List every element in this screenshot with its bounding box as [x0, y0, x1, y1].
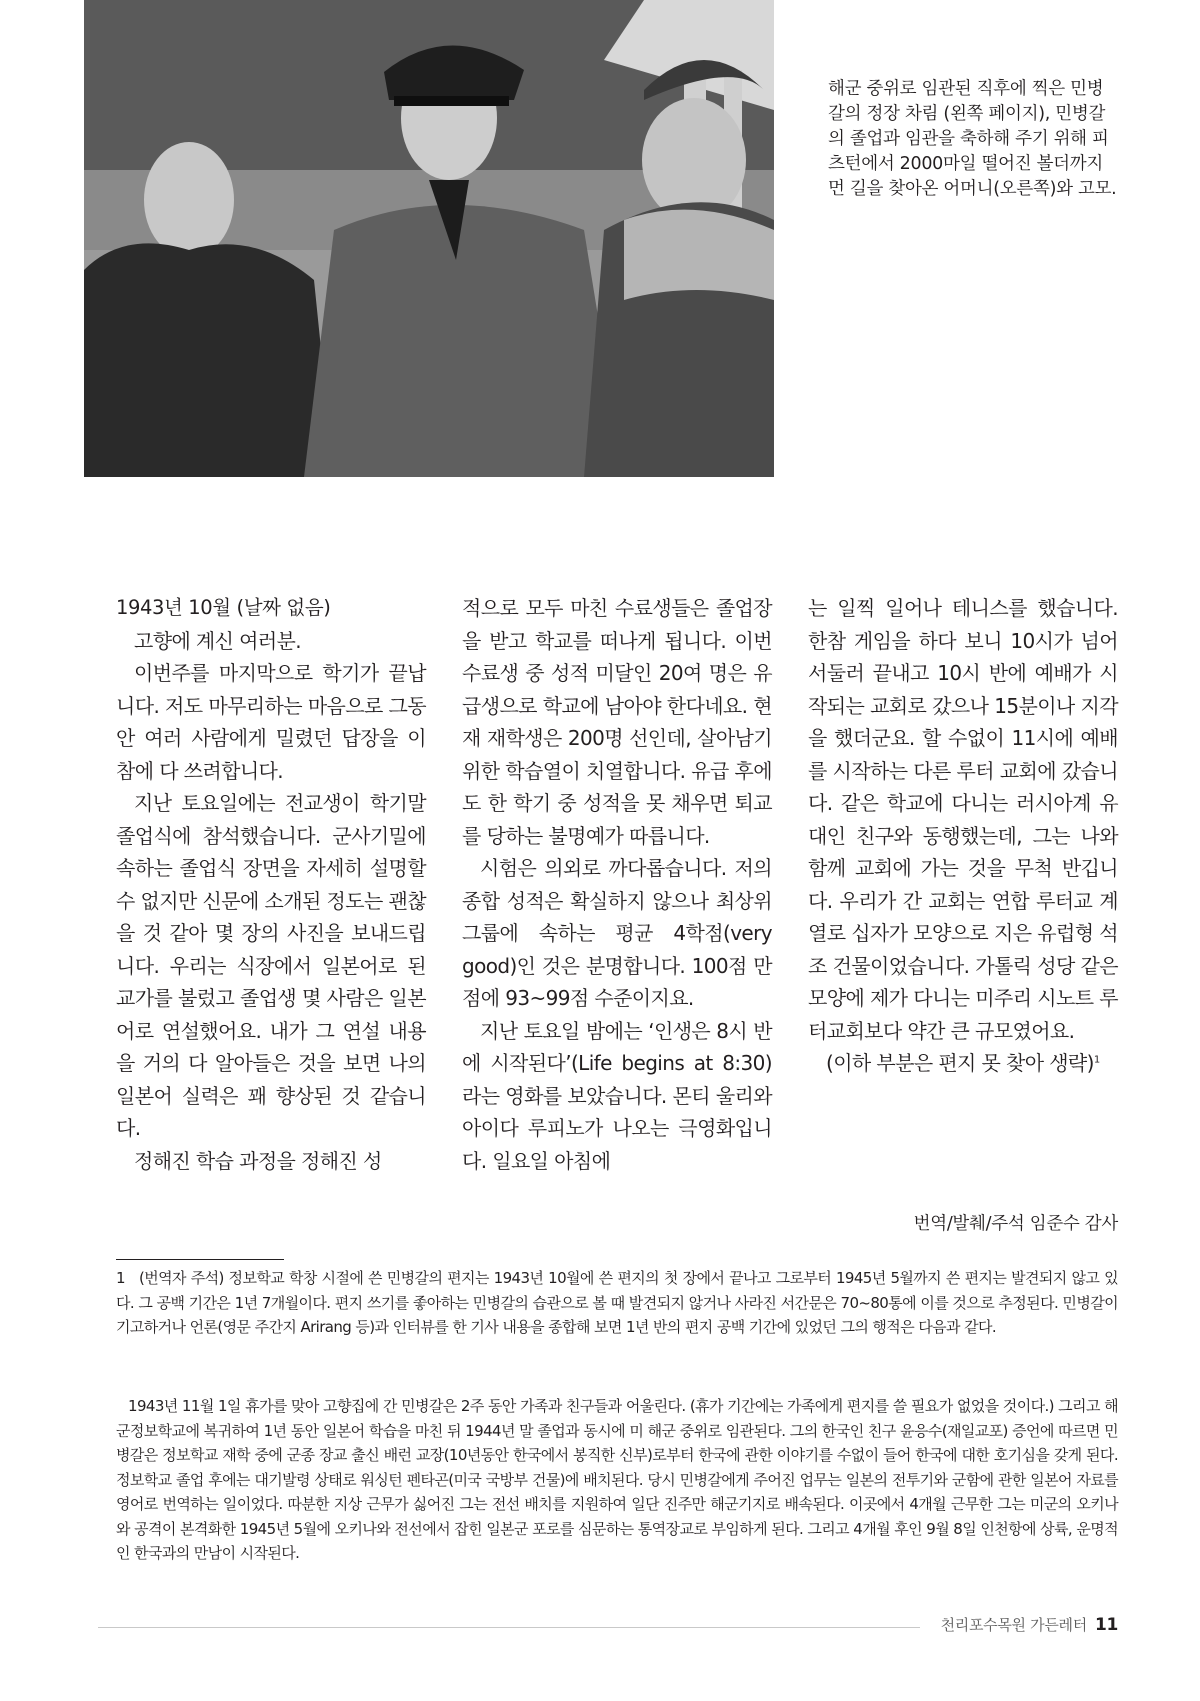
letter-paragraph: 정해진 학습 과정을 정해진 성 [134, 1148, 382, 1173]
family-photo [84, 0, 774, 477]
letter-paragraph: 지난 토요일에는 전교생이 학기말 졸업식에 참석했습니다. 군사기밀에 속하는 졸업식 장면을 자세히 설명할 수 없지만 신문에 소개된 정도는 괜찮을 것 같아 몇 장의 사진을 보내드립니다. 우리는 식장에서 일본어로 된 교가를 불렀고 졸업생 몇 사람은 일본어로 연설했어요. 내가 그 연설 내용을 거의 다 알아들은 것을 보면 나의 일본어 실력은 꽤 향상된 것 같습니다. [116, 791, 426, 1140]
letter-date: 1943년 10월 (날짜 없음) [116, 596, 331, 619]
letter-paragraph: 는 일찍 일어나 테니스를 했습니다. 한참 게임을 하다 보니 10시가 넘어 서둘러 끝내고 10시 반에 예배가 시작되는 교회로 갔으나 15분이나 지각을 했더군요. 할 수없이 11시에 예배를 시작하는 다른 루터 교회에 갔습니다. 같은 학교에 다니는 러시아계 유대인 친구와 동행했는데, 그는 나와 함께 교회에 가는 것을 무척 반깁니다. 우리가 간 교회는 연합 루터교 계열로 십자가 모양으로 지은 유럽형 석조 건물이었습니다. 가톨릭 성당 같은 모양에 제가 다니는 미주리 시노트 루터교회보다 약간 큰 규모였어요. [808, 596, 1118, 1043]
letter-column-3 [808, 592, 1118, 1080]
publication-name: 천리포수목원 가든레터 [940, 1616, 1087, 1634]
footnote-paragraph-1 [116, 1266, 1118, 1340]
letter-paragraph: 적으로 모두 마친 수료생들은 졸업장을 받고 학교를 떠나게 됩니다. 이번 수료생 중 성적 미달인 20여 명은 유급생으로 학교에 남아야 한다네요. 현재 재학생은 200명 선인데, 살아남기 위한 학습열이 치열합니다. 유급 후에도 한 학기 중 성적을 못 채우면 퇴교를 당하는 불명예가 따릅니다. [462, 596, 772, 848]
footer-divider [98, 1627, 920, 1628]
letter-omission-note [808, 1047, 1118, 1080]
letter-column-1 [116, 592, 426, 1177]
letter-paragraph: 지난 토요일 밤에는 ‘인생은 8시 반에 시작된다’(Life begins at 8:30)라는 영화를 보았습니다. 몬티 울리와 아이다 루피노가 나오는 극영화입니다. 일요일 아침에 [462, 1018, 772, 1173]
footnote-paragraph-2: 1943년 11월 1일 휴가를 맞아 고향집에 간 민병갈은 2주 동안 가족과 친구들과 어울린다. (휴가 기간에는 가족에게 편지를 쓸 필요가 없었을 것이다.) 그리고 해군정보학교에 복귀하여 1년 동안 일본어 학습을 마친 뒤 1944년 말 졸업과 동시에 미 해군 중위로 임관된다. 그의 한국인 친구 윤응수(재일교포) 증언에 따르면 민병갈은 정보학교 재학 중에 군종 장교 출신 배런 교장(10년동안 한국에서 봉직한 신부)로부터 한국에 관한 이야기를 수없이 들어 한국에 대한 호기심을 갖게 된다. 정보학교 졸업 후에는 대기발령 상태로 워싱턴 펜타곤(미국 국방부 건물)에 배치된다. 당시 민병갈에게 주어진 업무는 일본의 전투기와 군함에 관한 일본어 자료를 영어로 번역하는 일이었다. 따분한 지상 근무가 싫어진 그는 전선 배치를 지원하여 일단 진주만 해군기지로 배속된다. 이곳에서 4개월 근무한 그는 미군의 오키나와 공격이 본격화한 1945년 5월에 오키나와 전선에서 잡힌 일본군 포로를 심문하는 통역장교로 부임하게 된다. 그리고 4개월 후인 9월 8일 인천항에 상륙, 운명적인 한국과의 만남이 시작된다. [116, 1397, 1118, 1562]
translation-credit: 번역/발췌/주석 임준수 감사 [913, 1214, 1118, 1234]
letter-paragraph: 이번주를 마지막으로 학기가 끝납니다. 저도 마무리하는 마음으로 그동안 여러 사람에게 밀렸던 답장을 이 참에 다 쓰려합니다. [116, 661, 426, 783]
letter-column-2 [462, 592, 772, 1177]
photo-caption: 해군 중위로 임관된 직후에 찍은 민병갈의 정장 차림 (왼쪽 페이지), 민병갈의 졸업과 임관을 축하해 주기 위해 피츠턴에서 2000마일 떨어진 볼더까지 먼 길을 찾아온 어머니(오른쪽)와 고모. [828, 79, 1117, 199]
letter-paragraph: 고향에 계신 여러분. [134, 628, 302, 653]
page-number: 11 [1094, 1615, 1118, 1635]
page-footer [928, 1614, 1118, 1635]
footnote-ref: 1 [1093, 1054, 1100, 1066]
footnote-text: (번역자 주석) 정보학교 학창 시절에 쓴 민병갈의 편지는 1943년 10월에 쓴 편지의 첫 장에서 끝나고 그로부터 1945년 5월까지 쓴 편지는 발견되지 않고 있다. 그 공백 기간은 1년 7개월이다. 편지 쓰기를 좋아하는 민병갈의 습관으로 볼 때 발견되지 않거나 사라진 서간문은 70~80통에 이를 것으로 추정된다. 민병갈이 기고하거나 언론(영문 주간지 Arirang 등)과 인터뷰를 한 기사 내용을 종합해 보면 1년 반의 편지 공백 기간에 있었던 그의 행적은 다음과 같다. [116, 1269, 1118, 1336]
letter-paragraph: 시험은 의외로 까다롭습니다. 저의 종합 성적은 확실하지 않으나 최상위 그룹에 속하는 평균 4학점(very good)인 것은 분명합니다. 100점 만점에 93~99점 수준이지요. [462, 856, 772, 1010]
footnote-number: 1 [116, 1269, 125, 1287]
photo-illustration [84, 0, 774, 477]
footnote-divider [116, 1259, 284, 1260]
omission-text: (이하 부분은 편지 못 찾아 생략) [826, 1051, 1094, 1075]
